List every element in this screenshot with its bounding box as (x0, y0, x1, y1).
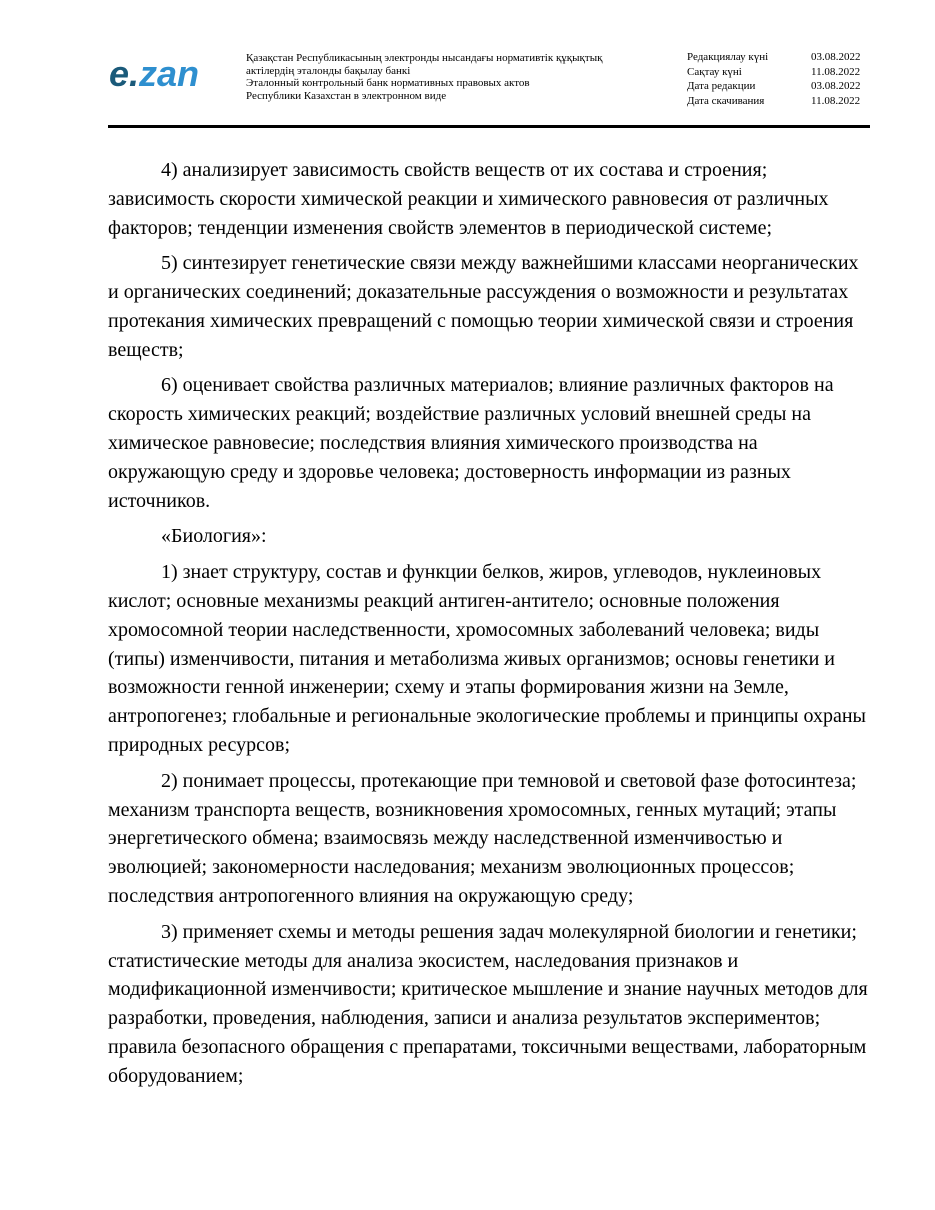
document-body (108, 156, 868, 1098)
meta-label: Редакциялау күні (687, 51, 769, 63)
header-meta (687, 50, 867, 108)
header-title-line: Қазақстан Республикасының электронды нысандағы нормативтік құқықтық (246, 52, 603, 64)
header-title-line: Республики Казахстан в электронном виде (246, 89, 447, 102)
meta-label: Сақтау күні (687, 65, 742, 78)
meta-row-download-date-ru (687, 94, 867, 109)
meta-value: 11.08.2022 (811, 94, 861, 107)
header-title (246, 52, 666, 102)
paragraph-chemistry-6: 6) оценивает свойства различных материалов; влияние различных факторов на скорость химических реакций; воздействие различных условий внешней среды на химическое равновесие; последствия влияния химического производства на окружающую среду и здоровье человека; достоверность информации из разных источников. (108, 374, 834, 512)
svg-text:e.zan (109, 54, 199, 94)
paragraph-biology-2: 2) понимает процессы, протекающие при темновой и световой фазе фотосинтеза; механизм транспорта веществ, возникновения хромосомных, генных мутаций; этапы энергетического обмена; взаимосвязь между наследственной изменчивостью и эволюцией; закономерности наследования; механизм эволюционных процессов; последствия антропогенного влияния на окружающую среду; (108, 769, 857, 908)
logo-zan: zan (139, 54, 200, 94)
paragraph-biology-1: 1) знает структуру, состав и функции белков, жиров, углеводов, нуклеиновых кислот; основные механизмы реакций антиген-антитело; основные положения хромосомной теории наследственности, хромосомных заболеваний человека; виды (типы) изменчивости, питания и метаболизма живых организмов; основы генетики и возможности генной инженерии; схему и этапы формирования жизни на Земле, антропогенез; глобальные и региональные экологические проблемы и принципы охраны природных ресурсов; (108, 560, 866, 757)
document-header (0, 0, 935, 130)
meta-value: 03.08.2022 (811, 51, 861, 63)
meta-value: 11.08.2022 (811, 65, 861, 78)
header-divider (108, 125, 870, 128)
paragraph-chemistry-5: 5) синтезирует генетические связи между важнейшими классами неорганических и органических соединений; доказательные рассуждения о возможности и результатах протекания химических превращений с помощью теории химической связи и строения веществ; (108, 252, 859, 361)
header-title-line: Эталонный контрольный банк нормативных правовых актов (246, 77, 530, 89)
meta-row-edit-date-kz (687, 50, 867, 65)
meta-label: Дата скачивания (687, 94, 765, 107)
meta-value: 03.08.2022 (811, 80, 861, 93)
section-heading-biology: «Биология»: (161, 525, 267, 548)
paragraph-chemistry-4: 4) анализирует зависимость свойств веществ от их состава и строения; зависимость скорости химической реакции и химического равновесия от различных факторов; тенденции изменения свойств элементов в периодической системе; (108, 159, 829, 239)
meta-row-edit-date-ru (687, 79, 867, 94)
meta-row-save-date-kz (687, 65, 867, 80)
header-title-line: актілердің эталонды бақылау банкі (246, 64, 411, 77)
paragraph-biology-3: 3) применяет схемы и методы решения задач молекулярной биологии и генетики; статистические методы для анализа экосистем, наследования признаков и модификационной изменчивости; критическое мышление и знание научных методов для разработки, проведения, наблюдения, записи и анализа результатов экспериментов; правила безопасного обращения с препаратами, токсичными веществами, лабораторным оборудованием; (108, 920, 868, 1088)
ezan-logo (109, 54, 219, 94)
meta-label: Дата редакции (687, 80, 756, 93)
logo-e: e. (109, 54, 140, 94)
